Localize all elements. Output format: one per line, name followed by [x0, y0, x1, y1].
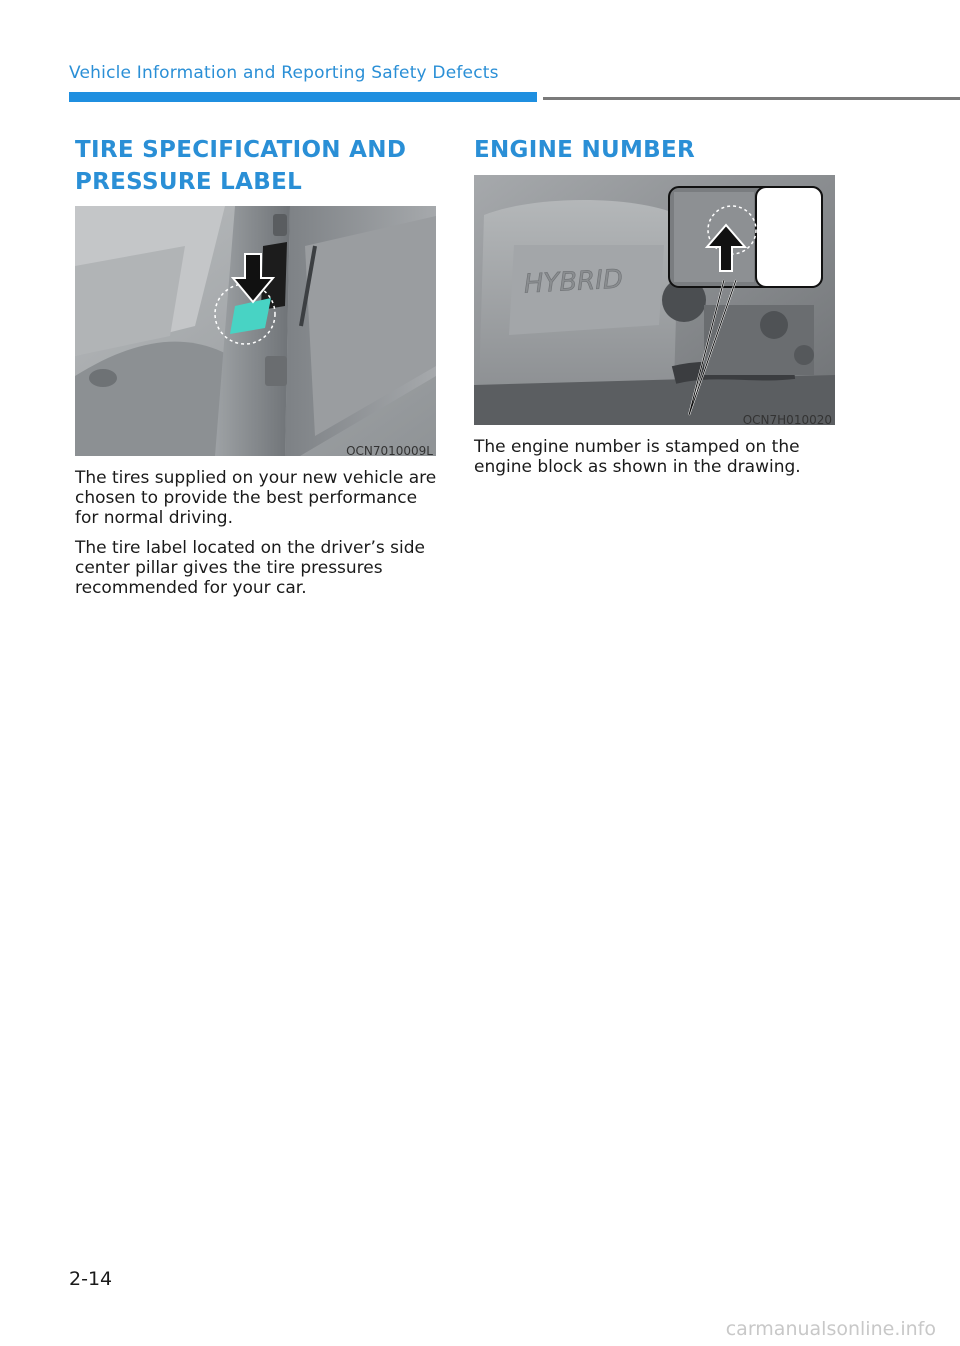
engine-bay-illustration	[474, 175, 835, 425]
tire-paragraph-1: The tires supplied on your new vehicle are chosen to provide the best performance for normal driving.	[75, 468, 437, 528]
header-rule	[543, 97, 960, 100]
tire-paragraph-2: The tire label located on the driver’s side center pillar gives the tire pressures recommended for your car.	[75, 538, 426, 598]
page-number: 2-14	[69, 1268, 113, 1290]
engine-paragraph-1: The engine number is stamped on the engine block as shown in the drawing.	[474, 437, 801, 477]
hybrid-cover-text: HYBRID	[523, 264, 624, 300]
engine-number-heading: ENGINE NUMBER	[474, 137, 696, 163]
tire-figure-code: OCN7010009L	[346, 444, 433, 458]
running-header: Vehicle Information and Reporting Safety Defects	[69, 63, 499, 83]
tire-label-figure	[75, 206, 436, 456]
door-pillar-illustration	[75, 206, 436, 456]
header-accent-bar	[69, 92, 537, 102]
tire-label-heading-line1: TIRE SPECIFICATION AND	[75, 137, 407, 163]
tire-label-heading	[75, 134, 406, 198]
watermark: carmanualsonline.info	[725, 1318, 936, 1340]
engine-figure-code: OCN7H010020	[742, 413, 832, 427]
engine-number-figure	[474, 175, 835, 425]
tire-label-heading-line2: PRESSURE LABEL	[75, 169, 303, 195]
